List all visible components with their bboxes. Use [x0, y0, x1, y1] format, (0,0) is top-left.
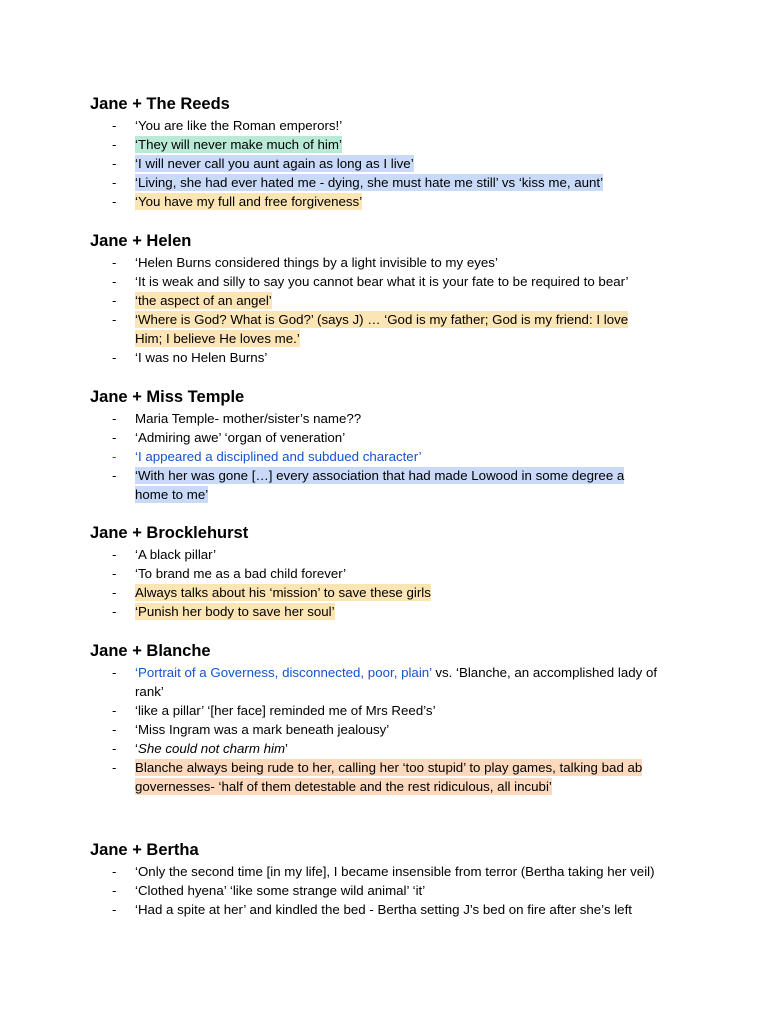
item-text: ‘ — [135, 741, 138, 756]
item-text: ‘I was no Helen Burns’ — [135, 350, 268, 365]
dash-bullet: - — [112, 665, 117, 680]
section-the-reeds — [90, 92, 690, 211]
list-item — [90, 663, 690, 701]
item-text: ‘Clothed hyena’ ‘like some strange wild animal’ ‘it’ — [135, 883, 426, 898]
dash-bullet: - — [112, 194, 117, 209]
dash-bullet: - — [112, 411, 117, 426]
item-text-highlighted: Him; I believe He loves me.’ — [135, 331, 300, 346]
dash-bullet: - — [112, 312, 117, 327]
dash-bullet: - — [112, 293, 117, 308]
item-text-highlighted: home to me’ — [135, 487, 209, 502]
item-text: ‘Helen Burns considered things by a light invisible to my eyes’ — [135, 255, 498, 270]
item-text-blue: ‘I appeared a disciplined and subdued character’ — [135, 449, 422, 464]
dash-bullet: - — [112, 722, 117, 737]
list-item — [90, 758, 690, 796]
dash-bullet: - — [112, 703, 117, 718]
item-text-highlighted: ‘You have my full and free forgiveness’ — [135, 194, 363, 209]
list-item — [90, 447, 690, 466]
section-heading: Jane + Helen — [90, 232, 192, 250]
item-text-highlighted: ‘With her was gone […] every association that had made Lowood in some degree a — [135, 468, 625, 483]
dash-bullet: - — [112, 902, 117, 917]
dash-bullet: - — [112, 255, 117, 270]
dash-bullet: - — [112, 585, 117, 600]
item-text-italic: She could not charm him — [137, 741, 286, 756]
bullet-list — [90, 409, 690, 504]
item-text-highlighted: ‘Living, she had ever hated me - dying, she must hate me still’ vs ‘kiss me, aunt’ — [135, 175, 604, 190]
list-item — [90, 428, 690, 447]
list-item — [90, 564, 690, 583]
item-text: ‘Had a spite at her’ and kindled the bed - Bertha setting J’s bed on fire after she’s left — [135, 902, 632, 917]
list-item — [90, 602, 690, 621]
section-heading: Jane + Bertha — [90, 841, 199, 859]
dash-bullet: - — [112, 760, 117, 775]
item-text: ‘It is weak and silly to say you cannot bear what it is your fate to be required to bear’ — [135, 274, 629, 289]
section-helen — [90, 229, 690, 367]
item-text-highlighted: governesses- ‘half of them detestable and the rest ridiculous, all incubi’ — [135, 779, 552, 794]
list-item — [90, 272, 690, 291]
item-text: ‘Only the second time [in my life], I became insensible from terror (Bertha taking her veil) — [135, 864, 655, 879]
section-heading: Jane + The Reeds — [90, 95, 230, 113]
dash-bullet: - — [112, 175, 117, 190]
dash-bullet: - — [112, 118, 117, 133]
list-item — [90, 720, 690, 739]
list-item — [90, 253, 690, 272]
item-text: ‘A black pillar’ — [135, 547, 217, 562]
item-text: ‘Miss Ingram was a mark beneath jealousy’ — [135, 722, 390, 737]
bullet-list — [90, 663, 690, 796]
item-text: ‘To brand me as a bad child forever’ — [135, 566, 347, 581]
dash-bullet: - — [112, 350, 117, 365]
dash-bullet: - — [112, 137, 117, 152]
item-text-highlighted: ‘the aspect of an angel’ — [135, 293, 272, 308]
bullet-list — [90, 862, 730, 919]
dash-bullet: - — [112, 156, 117, 171]
list-item — [90, 583, 690, 602]
list-item — [90, 291, 690, 310]
list-item — [90, 701, 690, 720]
list-item — [90, 310, 690, 348]
dash-bullet: - — [112, 604, 117, 619]
bullet-list — [90, 253, 690, 367]
item-text: rank’ — [135, 684, 164, 699]
list-item — [90, 154, 690, 173]
list-item — [90, 881, 730, 900]
list-item — [90, 135, 690, 154]
dash-bullet: - — [112, 274, 117, 289]
item-text-highlighted: ‘Where is God? What is God?’ (says J) … ‘God is my father; God is my friend: I love — [135, 312, 629, 327]
section-blanche — [90, 639, 690, 796]
item-text-highlighted: Blanche always being rude to her, calling her ‘too stupid’ to play games, talking bad ab — [135, 760, 643, 775]
bullet-list — [90, 116, 690, 211]
list-item — [90, 862, 730, 881]
dash-bullet: - — [112, 883, 117, 898]
section-heading: Jane + Miss Temple — [90, 388, 245, 406]
section-bertha — [90, 838, 730, 919]
list-item — [90, 348, 690, 367]
list-item — [90, 739, 690, 758]
list-item — [90, 173, 690, 192]
item-text: ‘You are like the Roman emperors!’ — [135, 118, 343, 133]
bullet-list — [90, 545, 690, 621]
dash-bullet: - — [112, 468, 117, 483]
item-text: ’ — [285, 741, 289, 756]
list-item — [90, 192, 690, 211]
item-text-highlighted: ‘I will never call you aunt again as long as I live’ — [135, 156, 414, 171]
section-heading: Jane + Brocklehurst — [90, 524, 249, 542]
item-text-blue: ‘Portrait of a Governess, disconnected, poor, plain’ — [135, 665, 432, 680]
item-text-highlighted: ‘Punish her body to save her soul’ — [135, 604, 335, 619]
item-text: ‘like a pillar’ ‘[her face] reminded me of Mrs Reed’s’ — [135, 703, 436, 718]
item-text: Maria Temple- mother/sister’s name?? — [135, 411, 362, 426]
item-text-highlighted: ‘They will never make much of him’ — [135, 137, 342, 152]
dash-bullet: - — [112, 741, 117, 756]
dash-bullet: - — [112, 449, 117, 464]
list-item — [90, 409, 690, 428]
dash-bullet: - — [112, 430, 117, 445]
dash-bullet: - — [112, 566, 117, 581]
section-miss-temple — [90, 385, 690, 504]
list-item — [90, 900, 730, 919]
item-text: vs. ‘Blanche, an accomplished lady of — [431, 665, 658, 680]
item-text: ‘Admiring awe’ ‘organ of veneration’ — [135, 430, 346, 445]
list-item — [90, 466, 690, 504]
section-brocklehurst — [90, 521, 690, 621]
dash-bullet: - — [112, 864, 117, 879]
dash-bullet: - — [112, 547, 117, 562]
section-heading: Jane + Blanche — [90, 642, 211, 660]
list-item — [90, 116, 690, 135]
item-text-highlighted: Always talks about his ‘mission’ to save these girls — [135, 585, 431, 600]
list-item — [90, 545, 690, 564]
